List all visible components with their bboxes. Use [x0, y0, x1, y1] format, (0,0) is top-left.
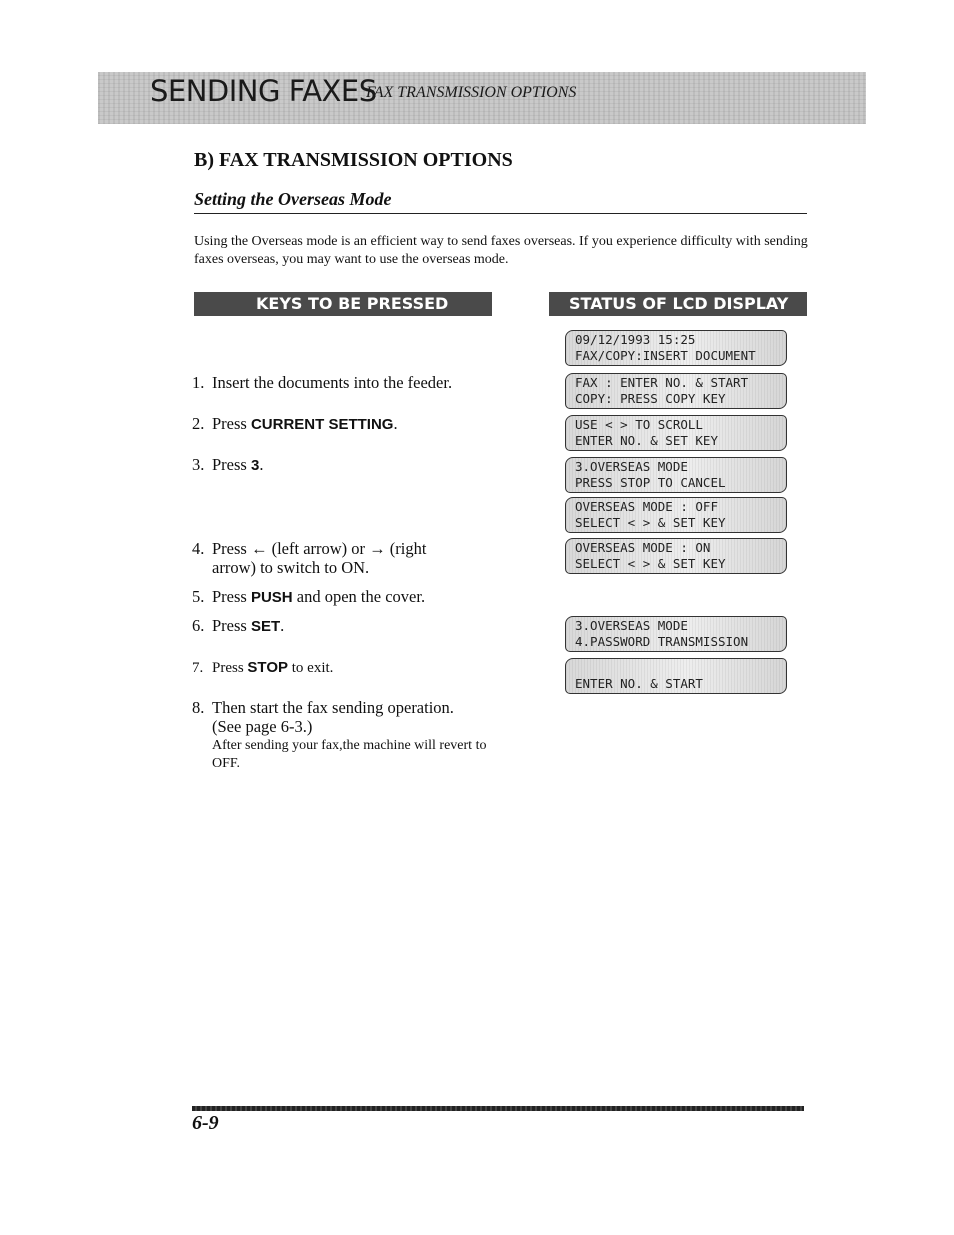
header-title: SENDING FAXES [150, 74, 377, 108]
step-3 [192, 455, 502, 475]
lcd-display [565, 538, 787, 574]
step-number: 1. [192, 373, 205, 392]
keys-column-label: KEYS TO BE PRESSED [256, 294, 449, 313]
step-6 [192, 616, 502, 636]
lcd-line-1 [575, 660, 786, 676]
intro-paragraph: Using the Overseas mode is an efficient way to send faxes overseas. If you experience difficulty with sending faxes overseas, you may want to use the overseas mode. [194, 234, 808, 267]
step-text: (right [385, 539, 427, 558]
step-text: Press [212, 455, 251, 474]
step-text: Press [212, 414, 251, 433]
page-number: 6-9 [192, 1112, 219, 1134]
lcd-line-2: COPY: PRESS COPY KEY [575, 391, 726, 406]
subheading: Setting the Overseas Mode [194, 189, 392, 209]
header-subtitle: FAX TRANSMISSION OPTIONS [366, 84, 577, 101]
step-text: . [393, 414, 398, 433]
step-text: . [280, 616, 285, 635]
lcd-line-1: OVERSEAS MODE : ON [575, 540, 711, 555]
step-number: 6. [192, 616, 205, 635]
step-8 [192, 698, 502, 773]
step-2 [192, 414, 502, 434]
step-number: 8. [192, 698, 205, 717]
lcd-column-header [549, 292, 807, 316]
lcd-line-2: FAX/COPY:INSERT DOCUMENT [575, 348, 756, 363]
lcd-display [565, 415, 787, 451]
step-text: to exit. [288, 660, 334, 676]
lcd-display [565, 497, 787, 533]
step-text: and open the cover. [292, 587, 426, 606]
key-stop: STOP [247, 659, 288, 676]
key-3: 3 [250, 457, 260, 474]
section-title: B) FAX TRANSMISSION OPTIONS [194, 149, 513, 171]
step-text: . [259, 455, 264, 474]
lcd-display [565, 330, 787, 366]
step-4 [192, 539, 502, 577]
step-text-continued: (See page 6-3.) [212, 717, 313, 736]
step-text: Press [212, 539, 251, 558]
step-text-continued: arrow) to switch to ON. [212, 558, 370, 577]
step-text: (left arrow) or [267, 539, 370, 558]
step-number: 7. [192, 660, 204, 676]
lcd-line-2: PRESS STOP TO CANCEL [575, 475, 726, 490]
subheading-rule [194, 213, 807, 214]
step-note: After sending your fax,the machine will revert to OFF. [212, 738, 487, 771]
lcd-display [565, 616, 787, 652]
lcd-line-1: USE < > TO SCROLL [575, 417, 703, 432]
lcd-line-1: FAX : ENTER NO. & START [575, 375, 749, 390]
step-1 [192, 373, 502, 392]
right-arrow-icon: → [369, 539, 386, 558]
step-number: 2. [192, 414, 205, 433]
footer-rule [192, 1106, 804, 1111]
key-push: PUSH [250, 589, 293, 606]
lcd-display [565, 373, 787, 409]
step-text: Press [212, 616, 251, 635]
lcd-column-label: STATUS OF LCD DISPLAY [569, 294, 789, 313]
keys-column-header [194, 292, 492, 316]
left-arrow-icon: ← [250, 539, 268, 558]
lcd-display [565, 658, 787, 694]
lcd-line-2: ENTER NO. & START [575, 676, 703, 691]
step-text: Press [212, 587, 251, 606]
step-text: Insert the documents into the feeder. [212, 373, 453, 392]
step-7 [192, 658, 502, 678]
lcd-line-2: SELECT < > & SET KEY [575, 556, 726, 571]
step-text: Press [212, 660, 248, 676]
lcd-line-1: 3.OVERSEAS MODE [575, 618, 688, 633]
lcd-line-2: SELECT < > & SET KEY [575, 515, 726, 530]
lcd-line-2: ENTER NO. & SET KEY [575, 433, 718, 448]
step-5 [192, 587, 502, 607]
step-number: 3. [192, 455, 205, 474]
lcd-line-1: 3.OVERSEAS MODE [575, 459, 688, 474]
lcd-line-1: 09/12/1993 15:25 [575, 332, 696, 347]
lcd-line-1: OVERSEAS MODE : OFF [575, 499, 718, 514]
step-text: Then start the fax sending operation. [212, 698, 454, 717]
key-set: SET [250, 618, 281, 635]
step-number: 4. [192, 539, 205, 558]
key-current-setting: CURRENT SETTING [250, 416, 394, 433]
lcd-line-2: 4.PASSWORD TRANSMISSION [575, 634, 749, 649]
lcd-display [565, 457, 787, 493]
step-number: 5. [192, 587, 205, 606]
